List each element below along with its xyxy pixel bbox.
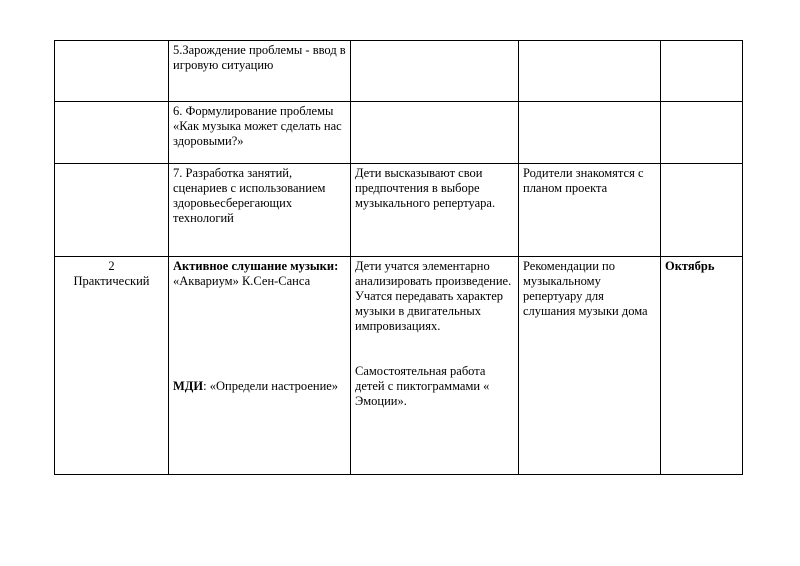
table-row <box>55 164 743 257</box>
project-plan-table <box>54 40 743 475</box>
month-cell <box>661 164 743 257</box>
stage-cell <box>55 41 169 102</box>
children-cell <box>351 102 519 164</box>
month-cell <box>661 102 743 164</box>
parents-cell: Родители знакомятся с планом проекта <box>519 164 661 257</box>
stage-cell <box>55 164 169 257</box>
children-cell <box>351 41 519 102</box>
content-cell: 7. Разработка занятий, сценариев с использованием здоровьесберегающих технологий <box>169 164 351 257</box>
activity-mdi-title: МДИ <box>173 379 204 393</box>
table-row <box>55 41 743 102</box>
children-text-1: Дети учатся элементарно анализировать произведение. <box>355 259 512 288</box>
parents-cell: Рекомендации по музыкальному репертуару для слушания музыки дома <box>519 257 661 475</box>
activity-mdi-text: : «Определи настроение» <box>203 379 339 393</box>
activity-listening <box>173 259 346 289</box>
activity-mdi <box>173 379 346 394</box>
activity-listening-title: Активное слушание музыки: <box>173 259 339 273</box>
activity-listening-text: «Аквариум» К.Сен-Санса <box>173 274 311 288</box>
children-text-2: Самостоятельная работа детей с пиктограммами « Эмоции». <box>355 364 490 408</box>
parents-cell <box>519 41 661 102</box>
children-cell <box>351 257 519 475</box>
stage-cell <box>55 102 169 164</box>
table-row <box>55 102 743 164</box>
stage-cell <box>55 257 169 475</box>
content-cell: 5.Зарождение проблемы - ввод в игровую ситуацию <box>169 41 351 102</box>
parents-cell <box>519 102 661 164</box>
month-cell <box>661 257 743 475</box>
children-text-1b: Учатся передавать характер музыки в двигательных импровизациях. <box>355 289 504 333</box>
stage-name: Практический <box>73 274 150 288</box>
content-cell: 6. Формулирование проблемы «Как музыка может сделать нас здоровыми?» <box>169 102 351 164</box>
month-label: Октябрь <box>665 259 715 273</box>
month-cell <box>661 41 743 102</box>
children-cell: Дети высказывают свои предпочтения в выборе музыкального репертуара. <box>351 164 519 257</box>
table-row-practical <box>55 257 743 475</box>
stage-number: 2 <box>108 259 115 273</box>
content-cell <box>169 257 351 475</box>
